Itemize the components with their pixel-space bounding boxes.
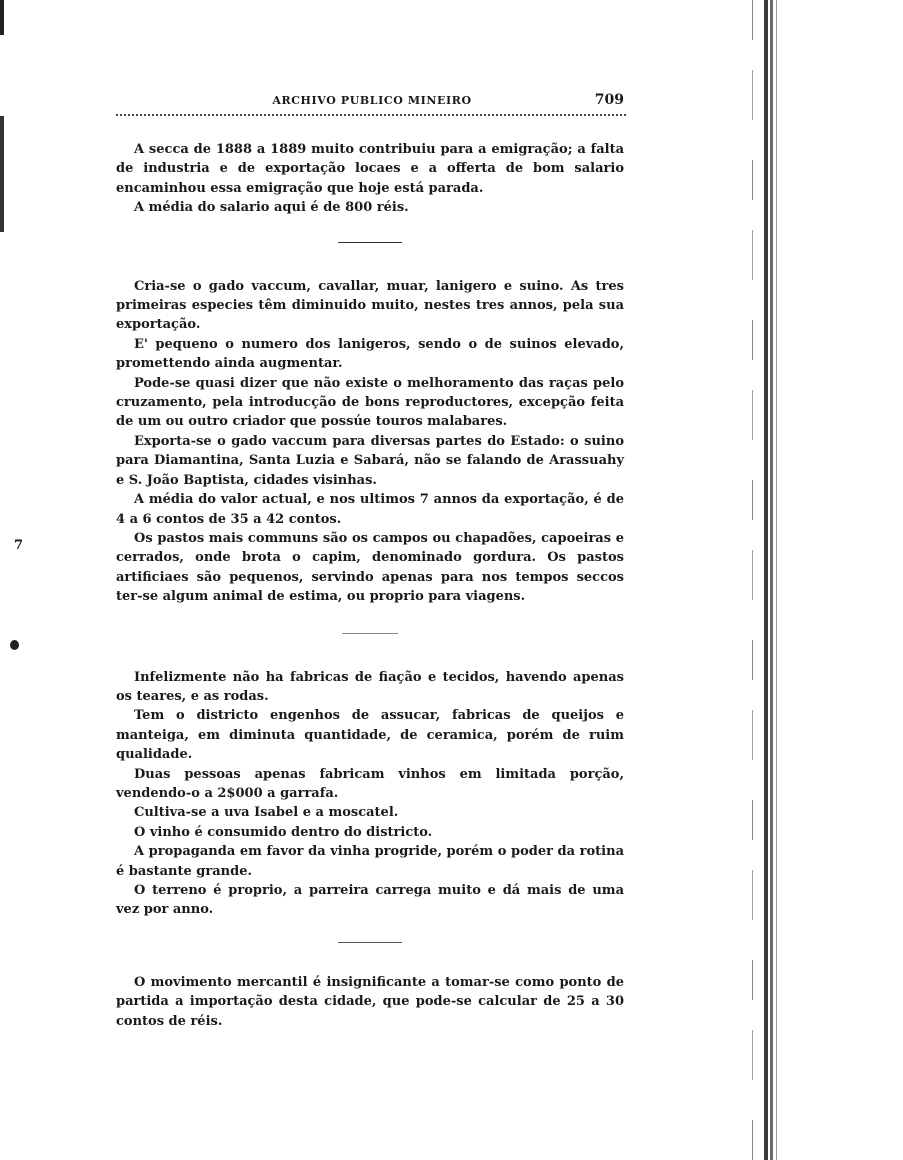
paragraph: Pode-se quasi dizer que não existe o melhoramento das raças pelo cruzamento, pela introducção de bons reproductores, excepção feita de um ou outro criador que possúe touros malabares. <box>116 375 624 430</box>
margin-mark: 7 <box>14 538 24 553</box>
header-rule <box>116 114 626 116</box>
section-divider <box>338 242 402 243</box>
paragraph: Cria-se o gado vaccum, cavallar, muar, lanigero e suino. As tres primeiras especies têm diminuido muito, nestes tres annos, pela sua exportação. <box>116 278 624 333</box>
paragraph: Cultiva-se a uva Isabel e a moscatel. <box>134 805 399 821</box>
paragraph: Exporta-se o gado vaccum para diversas partes do Estado: o suino para Diamantina, Santa Luzia e Sabará, não se falando de Arassuahy e S. João Baptista, cidades visinhas. <box>116 433 624 488</box>
paragraph: O movimento mercantil é insignificante a tomar-se como ponto de partida a importação desta cidade, que pode-se calcular de 25 a 30 contos de réis. <box>116 974 624 1029</box>
page-number: 709 <box>594 92 624 108</box>
binding-edge-line <box>764 0 768 1160</box>
section-commerce <box>116 973 624 1031</box>
section-divider <box>338 942 402 943</box>
binding-gutter <box>760 0 903 1160</box>
paragraph: A média do valor actual, e nos ultimos 7 annos da exportação, é de 4 a 6 contos de 35 a 42 contos. <box>116 492 624 527</box>
paragraph: Duas pessoas apenas fabricam vinhos em limitada porção, vendendo-o a 2$000 a garrafa. <box>116 766 624 801</box>
page-spine-shadow <box>752 0 753 1160</box>
section-livestock <box>116 277 624 607</box>
paragraph: A média do salario aqui é de 800 réis. <box>134 200 409 216</box>
paragraph: Infelizmente não ha fabricas de fiação e tecidos, havendo apenas os teares, e as rodas. <box>116 669 624 704</box>
page-body <box>116 140 624 1031</box>
section-emigration <box>116 140 624 218</box>
section-divider <box>342 633 398 634</box>
paragraph: Os pastos mais communs são os campos ou chapadões, capoeiras e cerrados, onde brota o capim, denominado gordura. Os pastos artificiaes são pequenos, servindo apenas para nos tempos seccos ter-se algum animal de estima, ou proprio para viagens. <box>116 530 624 605</box>
paragraph: Tem o districto engenhos de assucar, fabricas de queijos e manteiga, em diminuta quantidade, de ceramica, porém de ruim qualidade. <box>116 708 624 763</box>
paragraph: E' pequeno o numero dos lanigeros, sendo o de suinos elevado, promettendo ainda augmentar. <box>116 336 624 372</box>
page-header <box>116 92 628 116</box>
binding-edge-line <box>770 0 773 1160</box>
paragraph: O vinho é consumido dentro do districto. <box>134 824 433 840</box>
paragraph: A secca de 1888 a 1889 muito contribuiu para a emigração; a falta de industria e de exportação locaes e a offerta de bom salario encaminhou essa emigração que hoje está parada. <box>116 142 624 196</box>
paragraph: A propaganda em favor da vinha progride, porém o poder da rotina é bastante grande. <box>116 844 624 879</box>
ink-blot <box>10 640 19 650</box>
running-head: ARCHIVO PUBLICO MINEIRO <box>272 94 472 107</box>
section-industry <box>116 668 624 920</box>
binding-edge-line <box>776 0 777 1160</box>
page-left-edge <box>0 0 4 1160</box>
paragraph: O terreno é proprio, a parreira carrega muito e dá mais de uma vez por anno. <box>116 883 624 918</box>
